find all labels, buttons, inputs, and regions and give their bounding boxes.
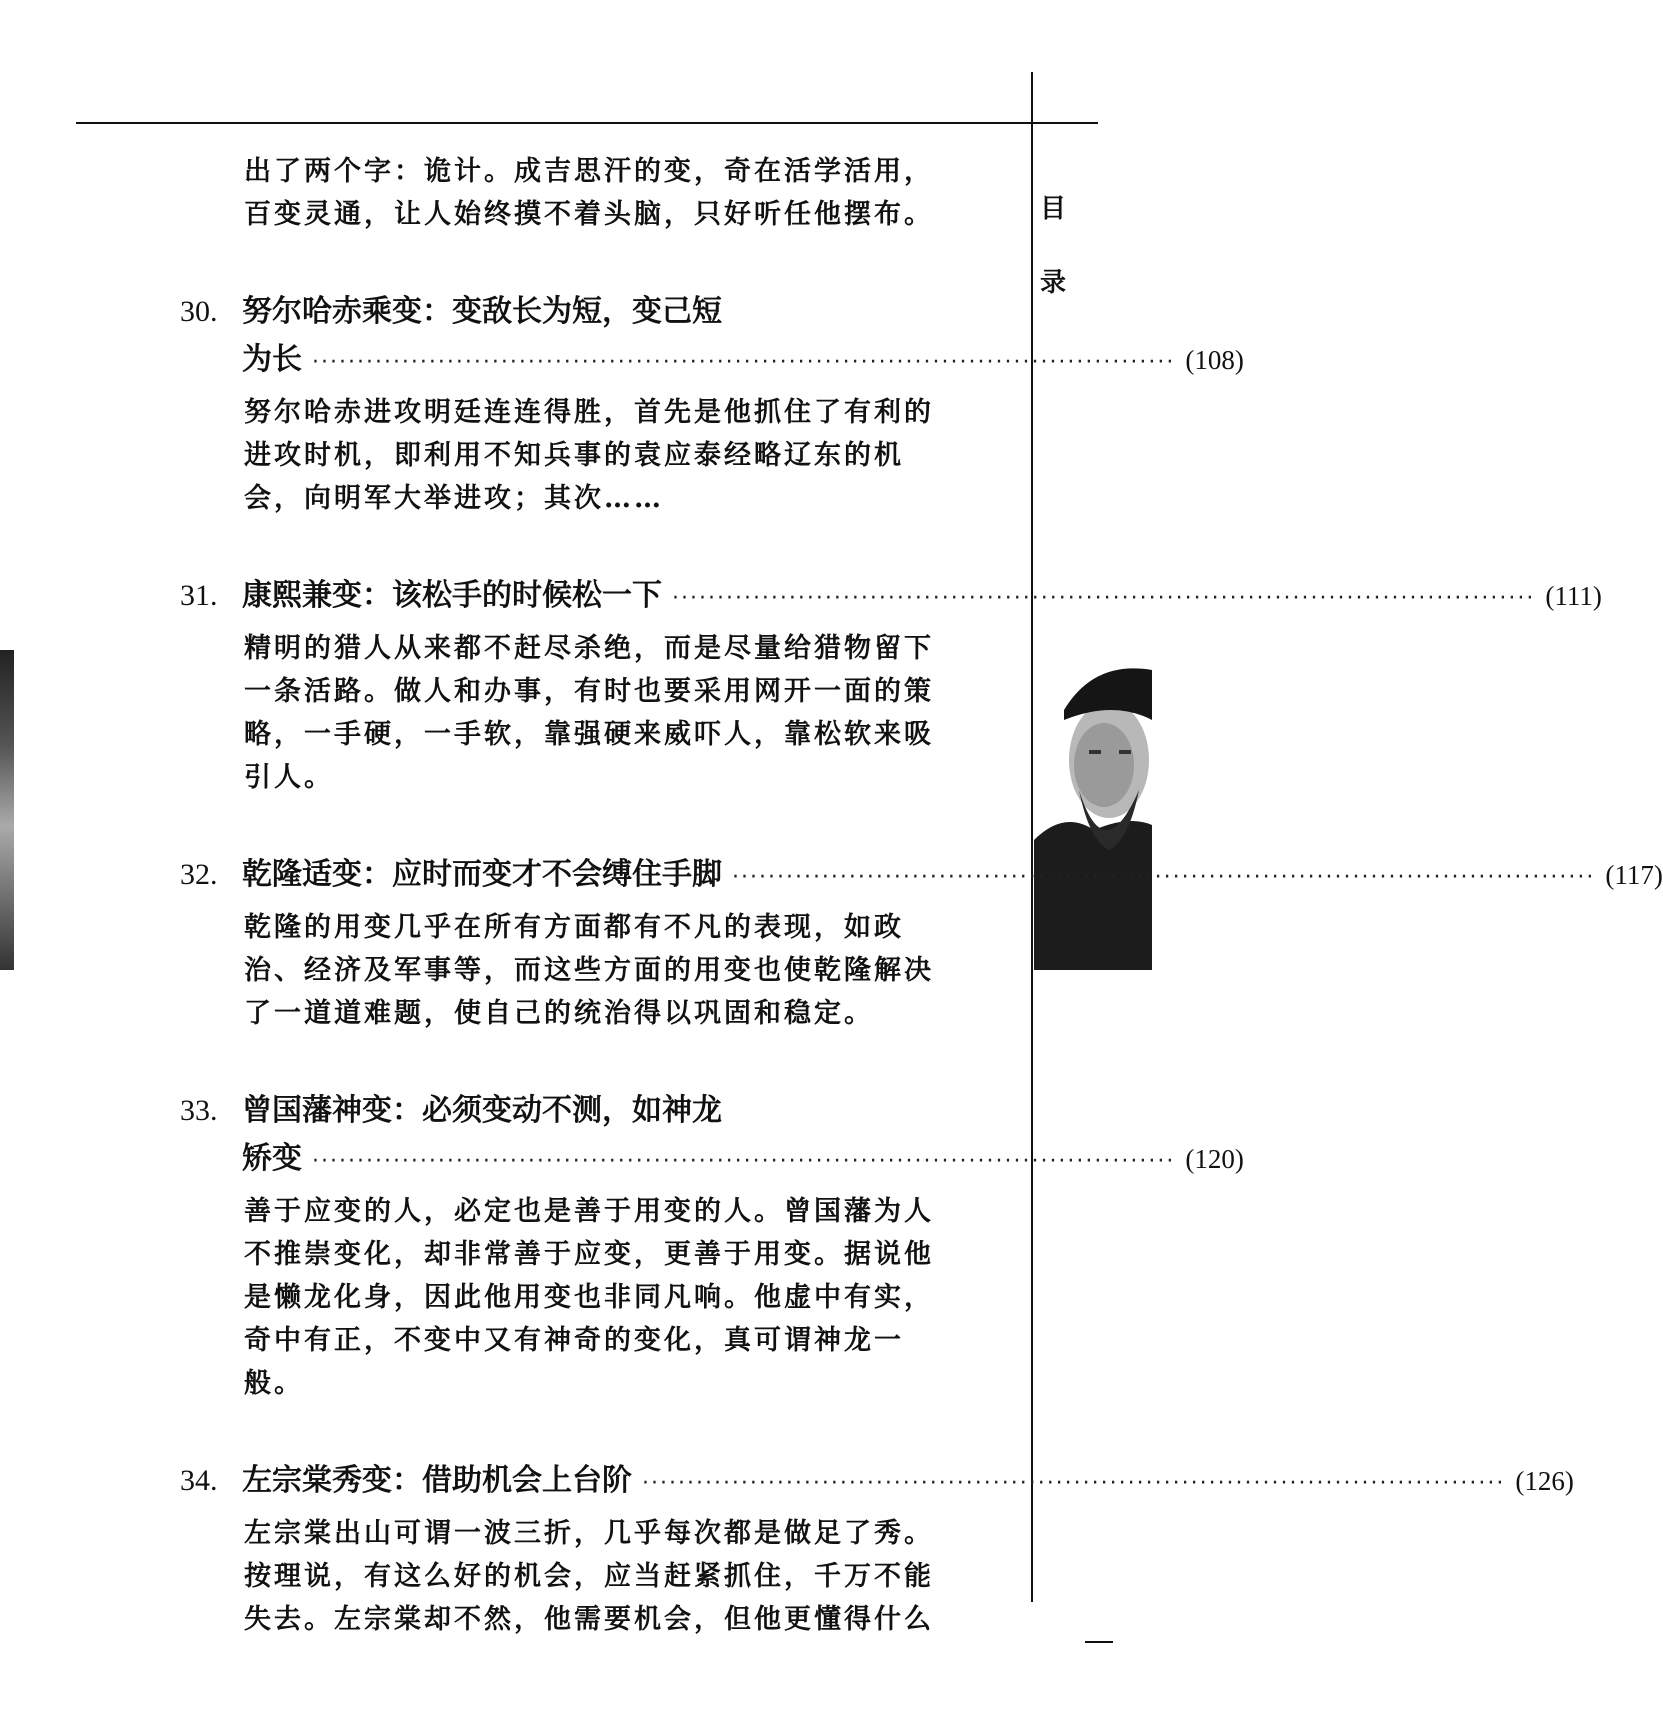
entry-summary [244, 1190, 1010, 1405]
page-number: (108) [1185, 345, 1244, 375]
page-number: (111) [1545, 581, 1602, 611]
summary-line: 般。 [244, 1368, 304, 1399]
toc-entry-33[interactable] [180, 1087, 1244, 1405]
portrait-photo [1034, 640, 1152, 970]
entry-title: 乾隆适变：应时而变才不会缚住手脚 [242, 857, 722, 892]
summary-line: 略，一手硬，一手软，靠强硬来威吓人，靠松软来吸 [244, 719, 934, 750]
summary-line: 善于应变的人，必定也是善于用变的人。曾国藩为人 [244, 1196, 934, 1227]
entry-number: 34. [180, 1464, 218, 1497]
continuation-text [244, 150, 1010, 236]
toc-content [180, 150, 1663, 1641]
entry-title: 左宗棠秀变：借助机会上台阶 [242, 1463, 632, 1498]
side-label-mu: 目 [1040, 194, 1067, 224]
entry-title: 矫变 [242, 1141, 302, 1176]
toc-entry-34[interactable] [180, 1457, 1574, 1641]
summary-line: 乾隆的用变几乎在所有方面都有不凡的表现，如政 [244, 912, 904, 943]
toc-entry-31[interactable] [180, 572, 1602, 799]
summary-line: 引人。 [244, 762, 334, 793]
summary-line: 奇中有正，不变中又有神奇的变化，真可谓神龙一 [244, 1325, 904, 1356]
portrait-illustration [1034, 640, 1152, 970]
entry-number: 31. [180, 579, 218, 612]
summary-line: 会，向明军大举进攻；其次…… [244, 483, 664, 514]
toc-entry-32[interactable] [180, 851, 1663, 1035]
dot-leader [672, 575, 1535, 623]
summary-line: 按理说，有这么好的机会，应当赶紧抓住，千万不能 [244, 1561, 934, 1592]
summary-line: 治、经济及军事等，而这些方面的用变也使乾隆解决 [244, 955, 934, 986]
page-number: (120) [1185, 1144, 1244, 1174]
entry-summary [244, 906, 1010, 1035]
entry-title: 康熙兼变：该松手的时候松一下 [242, 578, 662, 613]
entry-number: 33. [180, 1094, 218, 1127]
continuation-line: 百变灵通，让人始终摸不着头脑，只好听任他摆布。 [244, 199, 934, 230]
summary-line: 一条活路。做人和办事，有时也要采用网开一面的策 [244, 676, 934, 707]
entry-summary [244, 1512, 1010, 1641]
continuation-line: 出了两个字：诡计。成吉思汗的变，奇在活学活用， [244, 156, 934, 187]
footer-tick [1085, 1641, 1113, 1643]
summary-line: 了一道道难题，使自己的统治得以巩固和稳定。 [244, 998, 874, 1029]
edge-photo-fragment [0, 650, 14, 970]
dot-leader [642, 1460, 1505, 1508]
header-rule [76, 122, 1098, 124]
entry-title: 为长 [242, 342, 302, 377]
summary-line: 是懒龙化身，因此他用变也非同凡响。他虚中有实， [244, 1282, 934, 1313]
page-number: (117) [1605, 860, 1663, 890]
toc-entry-30[interactable] [180, 288, 1244, 520]
entry-title: 努尔哈赤乘变：变敌长为短，变己短 [242, 294, 722, 329]
entry-title: 曾国藩神变：必须变动不测，如神龙 [242, 1093, 722, 1128]
dot-leader [312, 339, 1175, 387]
summary-line: 不推崇变化，却非常善于应变，更善于用变。据说他 [244, 1239, 934, 1270]
summary-line: 左宗棠出山可谓一波三折，几乎每次都是做足了秀。 [244, 1518, 934, 1549]
page-number: (126) [1515, 1466, 1574, 1496]
summary-line: 精明的猎人从来都不赶尽杀绝，而是尽量给猎物留下 [244, 633, 934, 664]
dot-leader [732, 854, 1595, 902]
dot-leader [312, 1138, 1175, 1186]
summary-line: 失去。左宗棠却不然，他需要机会，但他更懂得什么 [244, 1604, 934, 1635]
entry-number: 32. [180, 858, 218, 891]
entry-number: 30. [180, 295, 218, 328]
summary-line: 努尔哈赤进攻明廷连连得胜，首先是他抓住了有利的 [244, 397, 934, 428]
entry-summary [244, 627, 1010, 799]
side-label-lu: 录 [1040, 268, 1067, 298]
summary-line: 进攻时机，即利用不知兵事的袁应泰经略辽东的机 [244, 440, 904, 471]
entry-summary [244, 391, 1010, 520]
